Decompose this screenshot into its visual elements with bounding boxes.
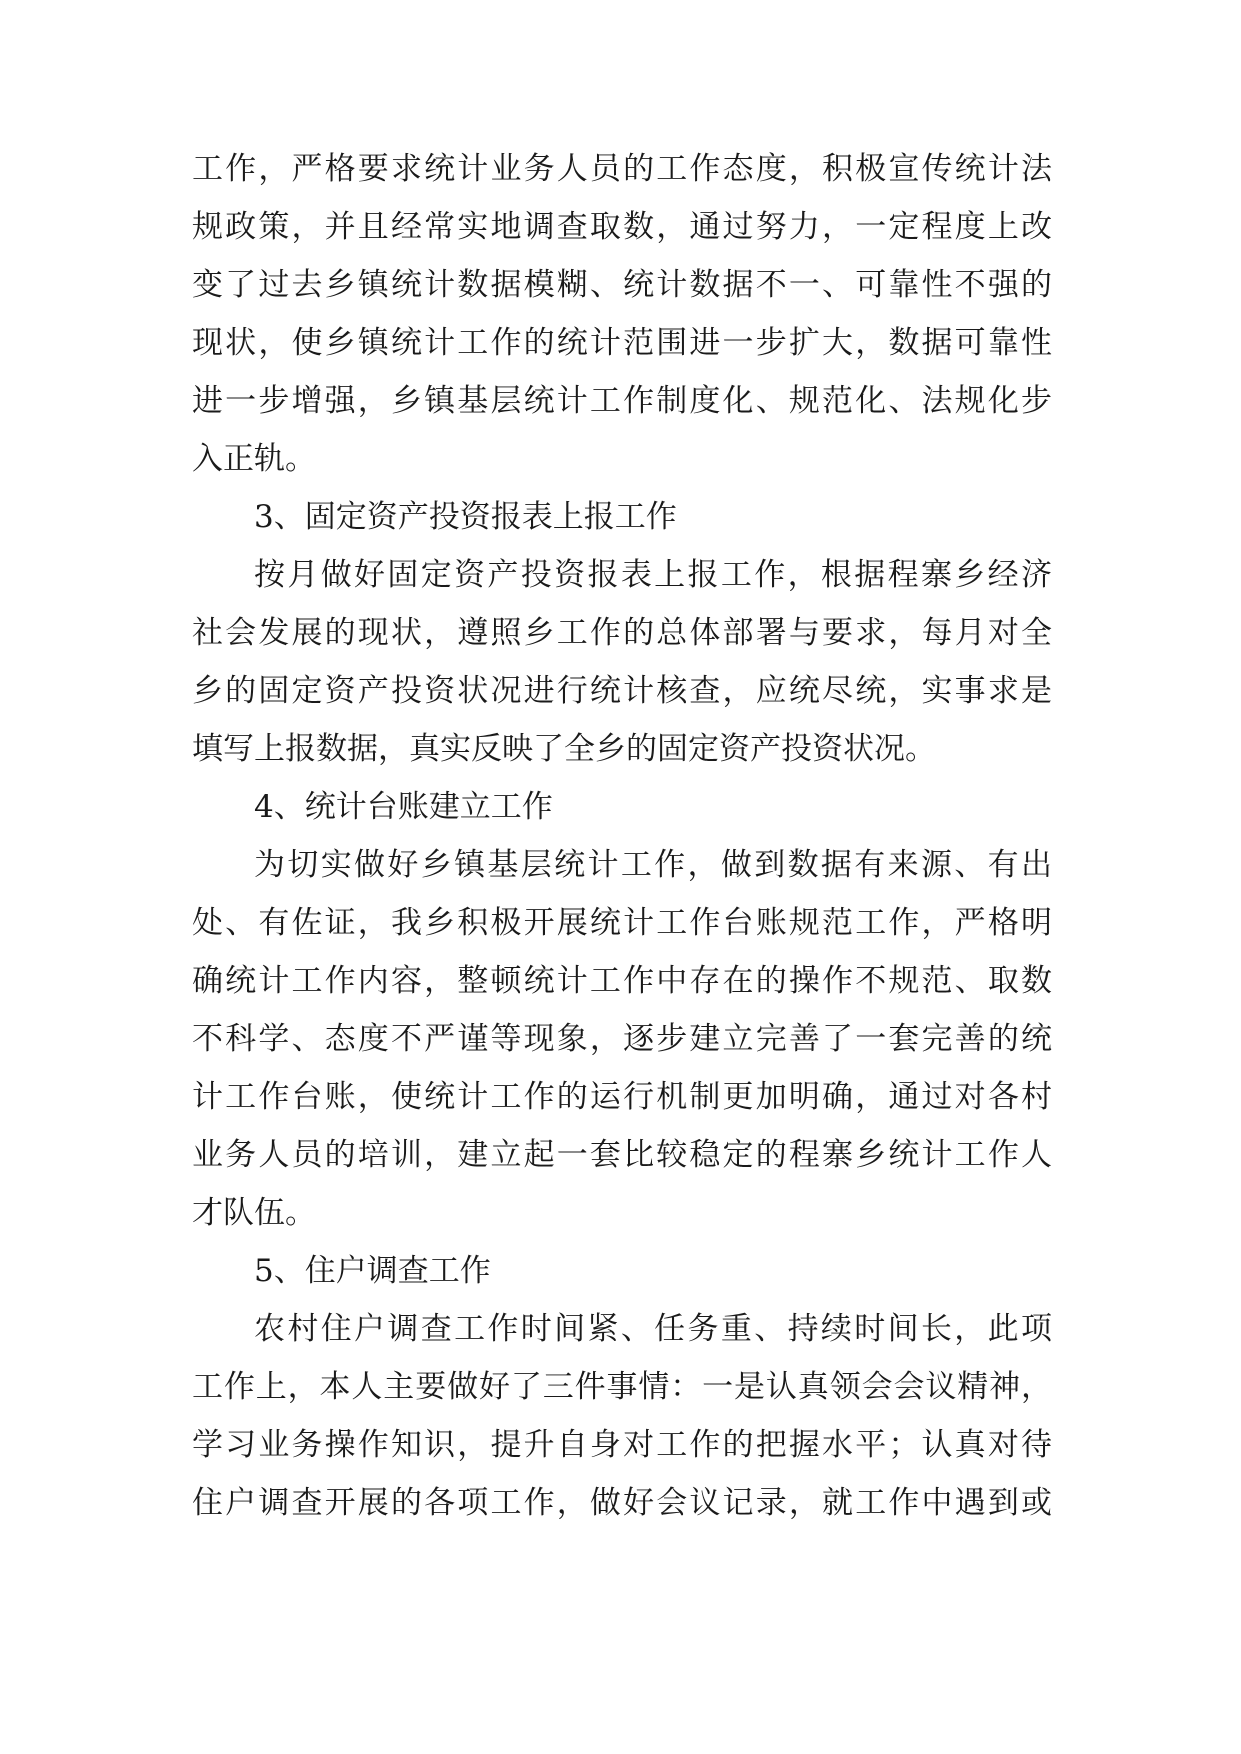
paragraph-line: 住户调查开展的各项工作，做好会议记录，就工作中遇到或 [192,1485,1052,1521]
paragraph-line: 确统计工作内容，整顿统计工作中存在的操作不规范、取数 [192,963,1052,999]
paragraph-line: 处、有佐证，我乡积极开展统计工作台账规范工作，严格明 [192,905,1052,941]
section-heading: 4、统计台账建立工作 [254,789,553,825]
paragraph-line: 工作上，本人主要做好了三件事情：一是认真领会会议精神， [192,1369,1052,1405]
paragraph-line: 学习业务操作知识，提升自身对工作的把握水平；认真对待 [192,1427,1052,1463]
paragraph-line: 乡的固定资产投资状况进行统计核查，应统尽统，实事求是 [192,673,1052,709]
paragraph-line: 现状，使乡镇统计工作的统计范围进一步扩大，数据可靠性 [192,325,1052,361]
paragraph-line: 变了过去乡镇统计数据模糊、统计数据不一、可靠性不强的 [192,267,1052,303]
paragraph-line: 社会发展的现状，遵照乡工作的总体部署与要求，每月对全 [192,615,1052,651]
paragraph-line: 为切实做好乡镇基层统计工作，做到数据有来源、有出 [254,847,1052,883]
section-heading: 5、住户调查工作 [254,1253,491,1289]
paragraph-line: 农村住户调查工作时间紧、任务重、持续时间长，此项 [254,1311,1052,1347]
paragraph-line: 计工作台账，使统计工作的运行机制更加明确，通过对各村 [192,1079,1052,1115]
paragraph-line: 填写上报数据，真实反映了全乡的固定资产投资状况。 [192,731,936,767]
paragraph-line: 才队伍。 [192,1195,316,1231]
paragraph-line: 按月做好固定资产投资报表上报工作，根据程寨乡经济 [254,557,1052,593]
paragraph-line: 业务人员的培训，建立起一套比较稳定的程寨乡统计工作人 [192,1137,1052,1173]
section-heading: 3、固定资产投资报表上报工作 [254,499,677,535]
paragraph-line: 不科学、态度不严谨等现象，逐步建立完善了一套完善的统 [192,1021,1052,1057]
paragraph-line: 进一步增强，乡镇基层统计工作制度化、规范化、法规化步 [192,383,1052,419]
paragraph-line: 工作，严格要求统计业务人员的工作态度，积极宣传统计法 [192,151,1052,187]
paragraph-line: 入正轨。 [192,441,316,477]
paragraph-line: 规政策，并且经常实地调查取数，通过努力，一定程度上改 [192,209,1052,245]
